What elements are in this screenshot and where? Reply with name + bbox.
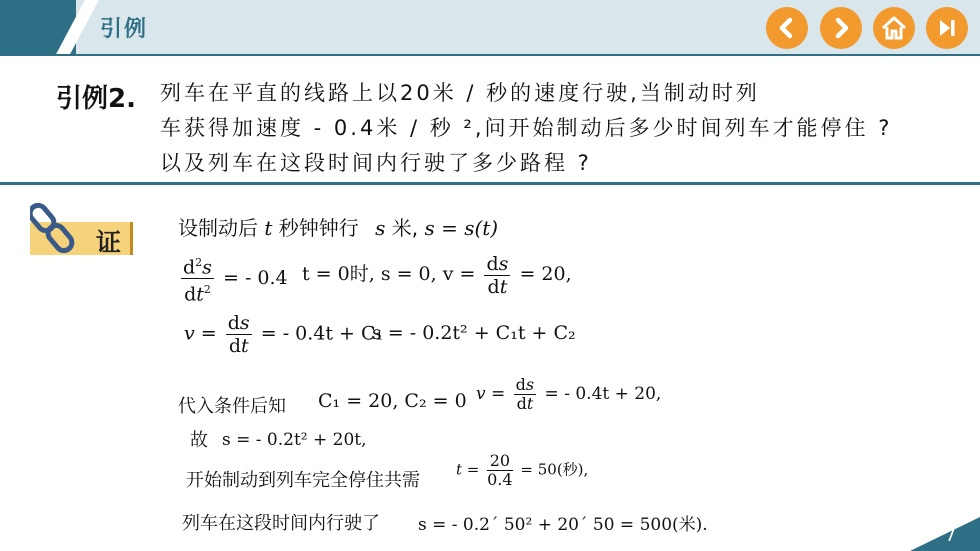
ds-dt-fraction-3: $\frac{ds}{dt}$: [515, 375, 535, 413]
t-denominator: 0.4: [487, 470, 513, 489]
constants-values: C₁ = 20, C₂ = 0: [318, 390, 467, 412]
s-general-eq: s = - 0.2t² + C₁t + C₂: [372, 322, 576, 344]
next-button[interactable]: [820, 7, 862, 49]
ds-dt-fraction: $\frac{ds}{dt}$: [486, 252, 509, 298]
stop-time-eq: [456, 452, 588, 489]
end-icon: [935, 16, 959, 40]
home-icon: [881, 16, 907, 40]
t-fraction: [487, 452, 512, 489]
prev-icon: [775, 16, 799, 40]
s-final-eq: s = - 0.2t² + 20t,: [222, 430, 367, 450]
t-lhs: t =: [456, 460, 480, 479]
v-rhs: = - 0.4t + C₁: [260, 322, 384, 345]
prev-button[interactable]: [766, 7, 808, 49]
example-line-3: 以及列车在这段时间内行驶了多少路程 ?: [160, 151, 592, 175]
t-variable: t: [264, 216, 273, 240]
distance-eq: s = - 0.2´ 50² + 20´ 50 = 500(米).: [418, 515, 708, 535]
proof-label: 证: [96, 228, 122, 257]
therefore-text: 故: [190, 430, 208, 451]
seconds-text: 秒钟钟行: [278, 216, 359, 240]
page-title: 引例: [100, 17, 149, 42]
example-text: [160, 76, 960, 181]
velocity-final-eq: [476, 376, 661, 413]
distance-text: 列车在这段时间内行驶了: [182, 513, 380, 534]
s-variable: s: [375, 216, 386, 240]
s-zero: s = 0, v =: [380, 263, 476, 285]
section-rule: [0, 182, 980, 185]
example-line-2: 车获得加速度 - 0.4米 / 秒 ²,问开始制动后多少时间列车才能停住 ?: [160, 116, 893, 140]
end-button[interactable]: [926, 7, 968, 49]
t-rhs: = 50(秒),: [520, 460, 589, 479]
example-label: 引例2.: [56, 84, 136, 114]
setup-lead: 设制动后: [178, 216, 258, 240]
next-icon: [829, 16, 853, 40]
v-lhs: v =: [184, 322, 217, 345]
d2s-dt2: $\frac{d^2s}{dt^2}$: [181, 252, 214, 306]
s-of-t: s = s(t): [424, 216, 499, 240]
accel-value: = - 0.4: [222, 266, 288, 289]
header-rule: [0, 54, 980, 56]
stop-time-text: 开始制动到列车完全停住共需: [186, 470, 420, 491]
meter-text: 米,: [391, 216, 419, 240]
t-numerator: 20: [487, 452, 512, 471]
example-line-1: 列车在平直的线路上以20米 / 秒的速度行驶,当制动时列: [160, 81, 760, 105]
ds-dt-fraction-2: $\frac{ds}{dt}$: [227, 312, 250, 357]
chain-link-icon: [30, 200, 82, 258]
home-button[interactable]: [873, 7, 915, 49]
velocity-eq: [184, 312, 383, 357]
v2-rhs: = - 0.4t + 20,: [544, 384, 662, 404]
t-zero: t = 0时,: [302, 263, 375, 285]
substitute-text: 代入条件后知: [178, 396, 286, 417]
initial-conditions: [302, 252, 572, 298]
second-derivative-eq: [178, 252, 288, 306]
page-number: 7: [945, 526, 956, 546]
v-initial: = 20,: [519, 263, 572, 285]
setup-text: [178, 212, 498, 241]
v2-lhs: v =: [476, 384, 506, 404]
